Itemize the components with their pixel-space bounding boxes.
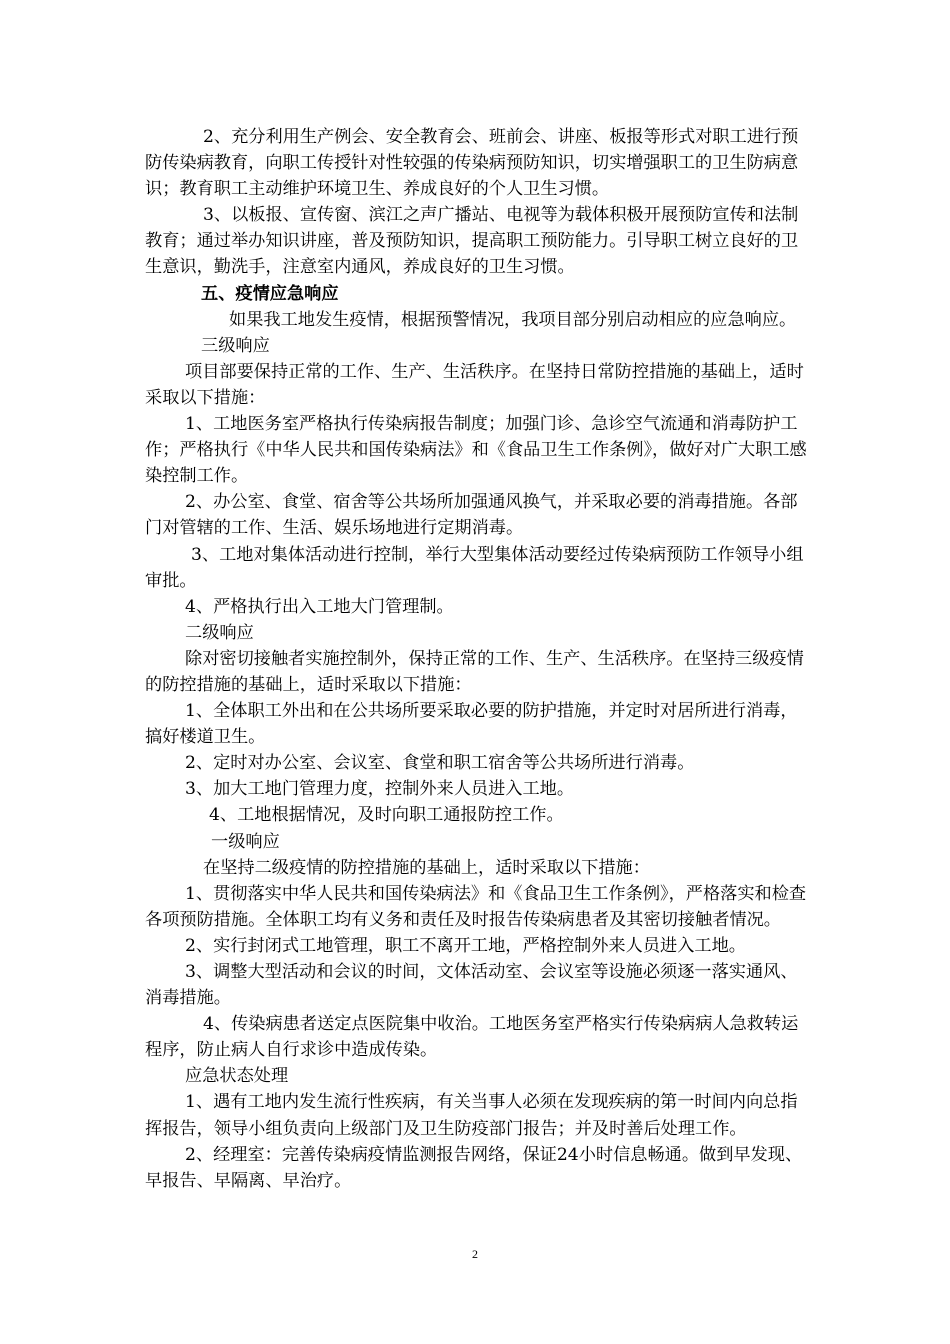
paragraph-level-two-4: 4、工地根据情况，及时向职工通报防控工作。 [209, 805, 564, 826]
paragraph-education-2: 2、充分利用生产例会、安全教育会、班前会、讲座、板报等形式对职工进行预防传染病教育，向职工传授针对性较强的传染病预防知识，切实增强职工的卫生防病意识；教育职工主动维护环境卫生、养成良好的个人卫生习惯。 [145, 127, 799, 200]
paragraph-level-two-3: 3、加大工地门管理力度，控制外来人员进入工地。 [185, 779, 575, 800]
paragraph-level-three-3: 3、工地对集体活动进行控制，举行大型集体活动要经过传染病预防工作领导小组审批。 [145, 544, 804, 591]
paragraph-level-two-intro: 除对密切接触者实施控制外，保持正常的工作、生产、生活秩序。在坚持三级疫情的防控措施的基础上，适时采取以下措施： [145, 648, 804, 695]
section-heading-emergency-response: 五、疫情应急响应 [201, 283, 339, 304]
paragraph-level-three-1: 1、工地医务室严格执行传染病报告制度；加强门诊、急诊空气流通和消毒防护工作；严格执行《中华人民共和国传染病法》和《食品卫生工作条例》，做好对广大职工感染控制工作。 [145, 414, 807, 487]
paragraph-level-three-intro: 项目部要保持正常的工作、生产、生活秩序。在坚持日常防控措施的基础上，适时采取以下措施： [145, 361, 804, 408]
subheading-level-one: 一级响应 [211, 831, 280, 852]
paragraph-handling-1: 1、遇有工地内发生流行性疾病，有关当事人必须在发现疾病的第一时间内向总指挥报告，领导小组负责向上级部门及卫生防疫部门报告；并及时善后处理工作。 [145, 1092, 798, 1139]
paragraph-handling-2: 2、经理室：完善传染病疫情监测报告网络，保证24小时信息畅通。做到早发现、早报告、早隔离、早治疗。 [145, 1144, 803, 1191]
subheading-level-two: 二级响应 [185, 622, 254, 643]
paragraph-level-one-2: 2、实行封闭式工地管理，职工不离开工地，严格控制外来人员进入工地。 [185, 935, 746, 956]
paragraph-level-one-intro: 在坚持二级疫情的防控措施的基础上，适时采取以下措施： [203, 857, 650, 878]
paragraph-level-one-3: 3、调整大型活动和会议的时间，文体活动室、会议室等设施必须逐一落实通风、消毒措施。 [145, 962, 798, 1009]
paragraph-level-two-1: 1、全体职工外出和在公共场所要采取必要的防护措施，并定时对居所进行消毒，搞好楼道卫生。 [145, 701, 798, 748]
subheading-emergency-handling: 应急状态处理 [185, 1066, 289, 1087]
page-number: 2 [472, 1247, 478, 1261]
document-body [145, 124, 809, 1194]
paragraph-level-one-4: 4、传染病患者送定点医院集中收治。工地医务室严格实行传染病病人急救转运程序，防止病人自行求诊中造成传染。 [145, 1014, 799, 1061]
paragraph-level-one-1: 1、贯彻落实中华人民共和国传染病法》和《食品卫生工作条例》，严格落实和检查各项预防措施。全体职工均有义务和责任及时报告传染病患者及其密切接触者情况。 [145, 883, 807, 930]
paragraph-level-three-4: 4、严格执行出入工地大门管理制。 [185, 596, 454, 617]
paragraph-education-3: 3、以板报、宣传窗、滨江之声广播站、电视等为载体积极开展预防宣传和法制教育；通过举办知识讲座，普及预防知识，提高职工预防能力。引导职工树立良好的卫生意识，勤洗手，注意室内通风，养成良好的卫生习惯。 [145, 205, 799, 278]
paragraph-response-intro: 如果我工地发生疫情，根据预警情况，我项目部分别启动相应的应急响应。 [229, 309, 797, 330]
subheading-level-three: 三级响应 [201, 335, 270, 356]
paragraph-level-three-2: 2、办公室、食堂、宿舍等公共场所加强通风换气，并采取必要的消毒措施。各部门对管辖的工作、生活、娱乐场地进行定期消毒。 [145, 492, 798, 539]
paragraph-level-two-2: 2、定时对办公室、会议室、食堂和职工宿舍等公共场所进行消毒。 [185, 753, 695, 774]
